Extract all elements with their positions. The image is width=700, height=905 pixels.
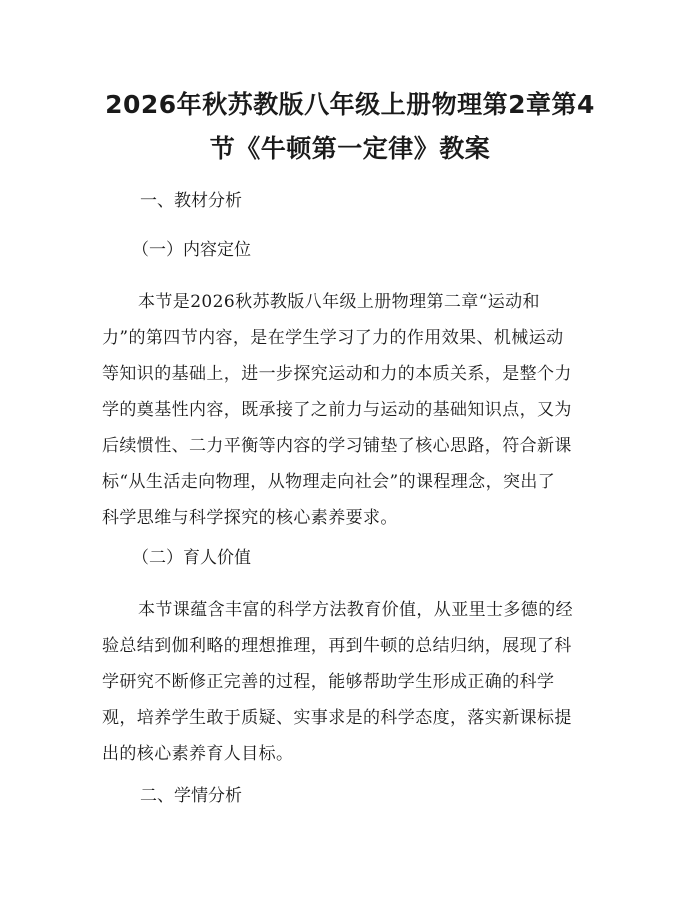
- section-heading-textbook-analysis: 一、教材分析: [140, 191, 242, 211]
- paragraph-line: 科学思维与科学探究的核心素养要求。: [102, 508, 398, 528]
- paragraph-line: 验总结到伽利略的理想推理，再到牛顿的总结归纳，展现了科: [102, 636, 572, 656]
- paragraph-line: 观，培养学生敢于质疑、实事求是的科学态度，落实新课标提: [102, 708, 572, 728]
- paragraph-line: 后续惯性、二力平衡等内容的学习铺垫了核心思路，符合新课: [102, 436, 572, 456]
- paragraph-line: 出的核心素养育人目标。: [102, 744, 294, 764]
- paragraph-line: 学研究不断修正完善的过程，能够帮助学生形成正确的科学: [102, 672, 555, 692]
- paragraph-line: 本节是2026秋苏教版八年级上册物理第二章“运动和: [138, 292, 540, 312]
- paragraph-line: 等知识的基础上，进一步探究运动和力的本质关系，是整个力: [102, 364, 572, 384]
- section-heading-student-analysis: 二、学情分析: [140, 786, 242, 806]
- paragraph-educational-value: [102, 592, 602, 772]
- subsection-heading-educational-value: （二）育人价值: [132, 548, 251, 568]
- document-title-line-2: 节《牛顿第一定律》教案: [209, 134, 491, 163]
- paragraph-line: 力”的第四节内容，是在学生学习了力的作用效果、机械运动: [102, 328, 564, 348]
- paragraph-line: 学的奠基性内容，既承接了之前力与运动的基础知识点，又为: [102, 400, 572, 420]
- subsection-heading-content-positioning: （一）内容定位: [132, 240, 251, 260]
- paragraph-line: 本节课蕴含丰富的科学方法教育价值，从亚里士多德的经: [138, 600, 573, 620]
- paragraph-line: 标“从生活走向物理，从物理走向社会”的课程理念，突出了: [102, 472, 556, 492]
- paragraph-content-positioning: [102, 284, 602, 536]
- document-title-line-1: 2026年秋苏教版八年级上册物理第2章第4: [105, 90, 595, 119]
